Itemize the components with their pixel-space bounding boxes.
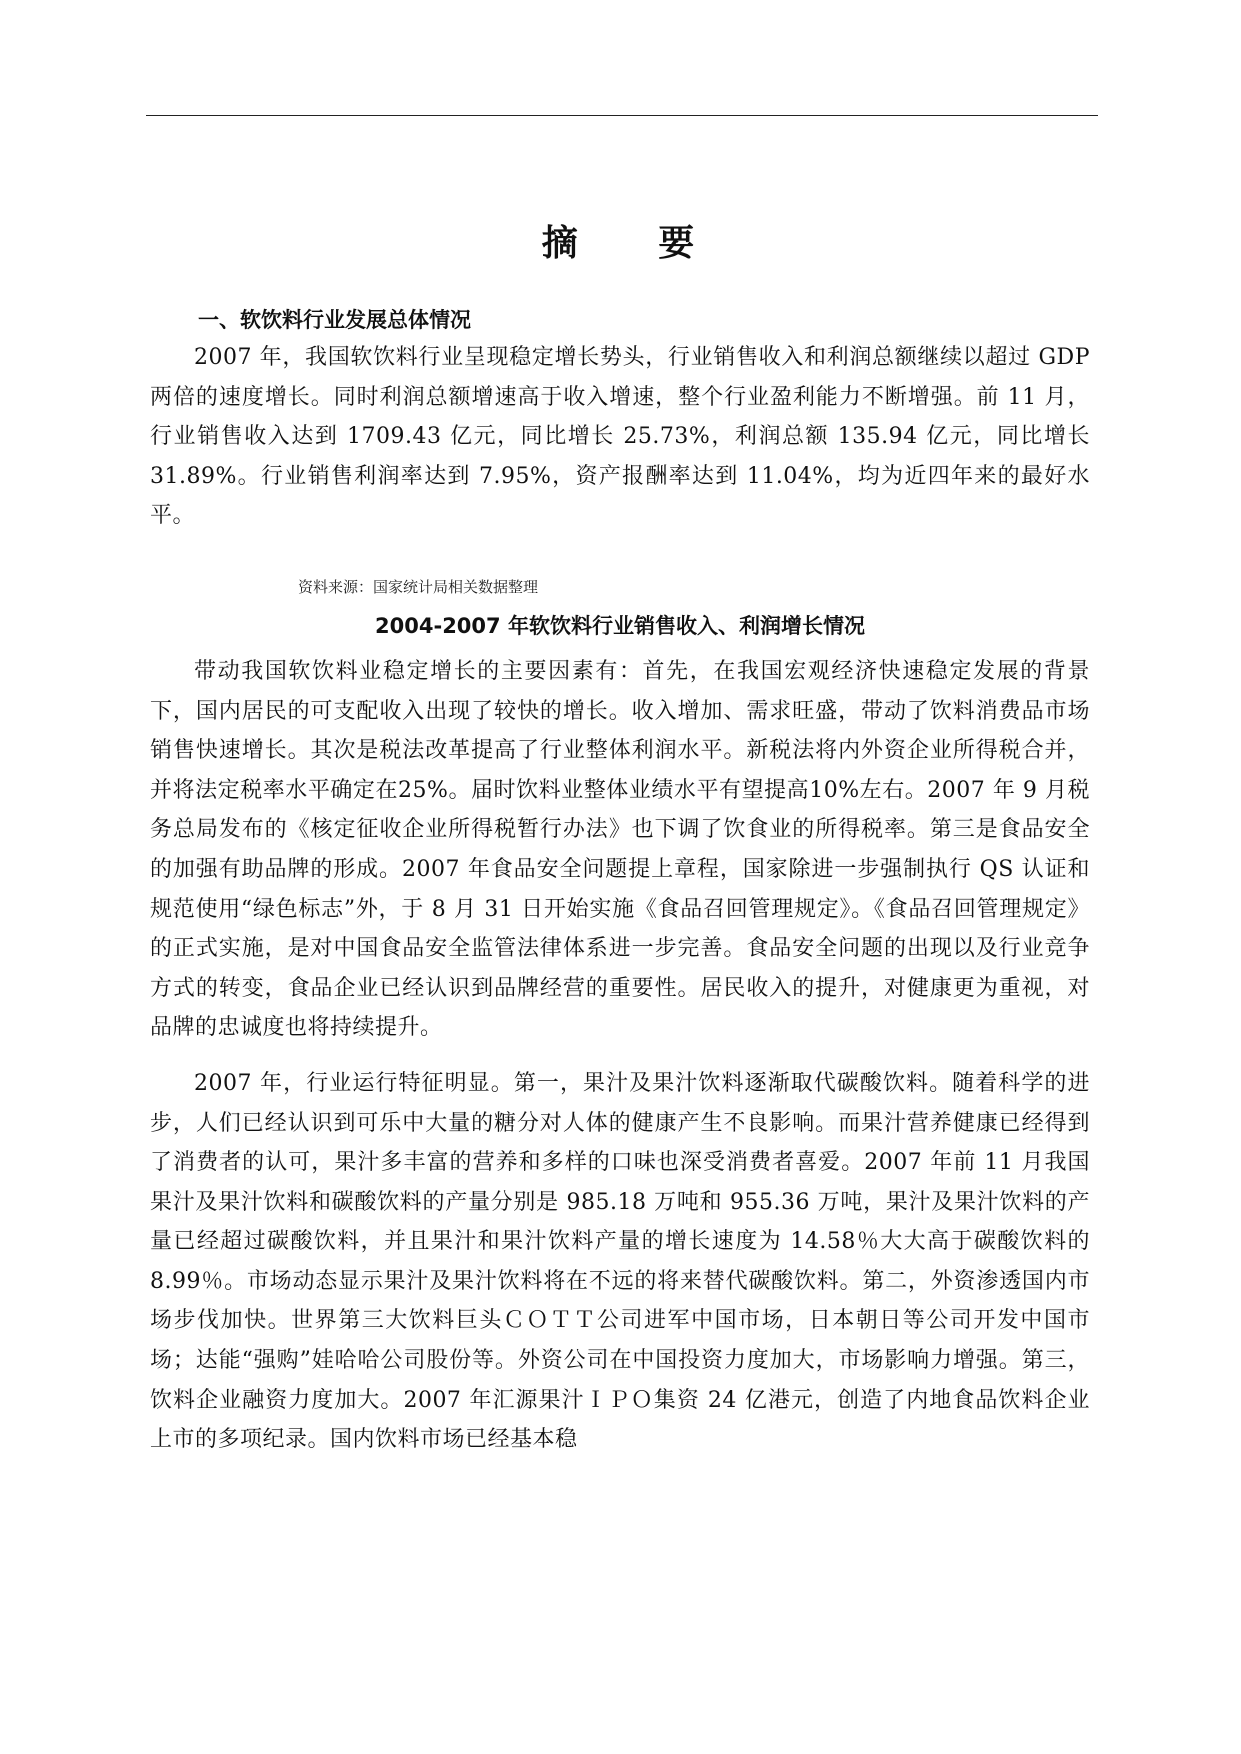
- paragraph-growth-factors: 带动我国软饮料业稳定增长的主要因素有：首先，在我国宏观经济快速稳定发展的背景下，国内居民的可支配收入出现了较快的增长。收入增加、需求旺盛，带动了饮料消费品市场销售快速增长。其次是税法改革提高了行业整体利润水平。新税法将内外资企业所得税合并，并将法定税率水平确定在25%。届时饮料业整体业绩水平有望提高10%左右。2007 年 9 月税务总局发布的《核定征收企业所得税暂行办法》也下调了饮食业的所得税率。第三是食品安全的加强有助品牌的形成。2007 年食品安全问题提上章程，国家除进一步强制执行 QS 认证和规范使用“绿色标志”外，于 8 月 31 日开始实施《食品召回管理规定》。《食品召回管理规定》的正式实施，是对中国食品安全监管法律体系进一步完善。食品安全问题的出现以及行业竞争方式的转变，食品企业已经认识到品牌经营的重要性。居民收入的提升，对健康更为重视，对品牌的忠诚度也将持续提升。: [150, 658, 1090, 1041]
- paragraph-overview: 2007 年，我国软饮料行业呈现稳定增长势头，行业销售收入和利润总额继续以超过 GDP 两倍的速度增长。同时利润总额增速高于收入增速，整个行业盈利能力不断增强。前 11 月，行业销售收入达到 1709.43 亿元，同比增长 25.73%，利润总额 135.94 亿元，同比增长 31.89%。行业销售利润率达到 7.95%，资产报酬率达到 11.04%，均为近四年来的最好水平。: [150, 345, 1090, 529]
- paragraph-industry-features: 2007 年，行业运行特征明显。第一，果汁及果汁饮料逐渐取代碳酸饮料。随着科学的进步，人们已经认识到可乐中大量的糖分对人体的健康产生不良影响。而果汁营养健康已经得到了消费者的认可，果汁多丰富的营养和多样的口味也深受消费者喜爱。2007 年前 11 月我国果汁及果汁饮料和碳酸饮料的产量分别是 985.18 万吨和 955.36 万吨，果汁及果汁饮料的产量已经超过碳酸饮料，并且果汁和果汁饮料产量的增长速度为 14.58％大大高于碳酸饮料的 8.99％。市场动态显示果汁及果汁饮料将在不远的将来替代碳酸饮料。第二，外资渗透国内市场步伐加快。世界第三大饮料巨头ＣＯＴＴ公司进军中国市场，日本朝日等公司开发中国市场；达能“强购”娃哈哈公司股份等。外资公司在中国投资力度加大，市场影响力增强。第三，饮料企业融资力度加大。2007 年汇源果汁ＩＰＯ集资 24 亿港元，创造了内地食品饮料企业上市的多项纪录。国内饮料市场已经基本稳: [150, 1070, 1090, 1453]
- section-heading: 一、软饮料行业发展总体情况: [198, 308, 471, 332]
- source-note: 资料来源：国家统计局相关数据整理: [298, 577, 539, 596]
- page-title: 摘 要: [541, 223, 729, 264]
- document-body: [150, 222, 1090, 1460]
- chart-caption: 2004-2007 年软饮料行业销售收入、利润增长情况: [375, 613, 865, 638]
- header-rule: [146, 115, 1098, 116]
